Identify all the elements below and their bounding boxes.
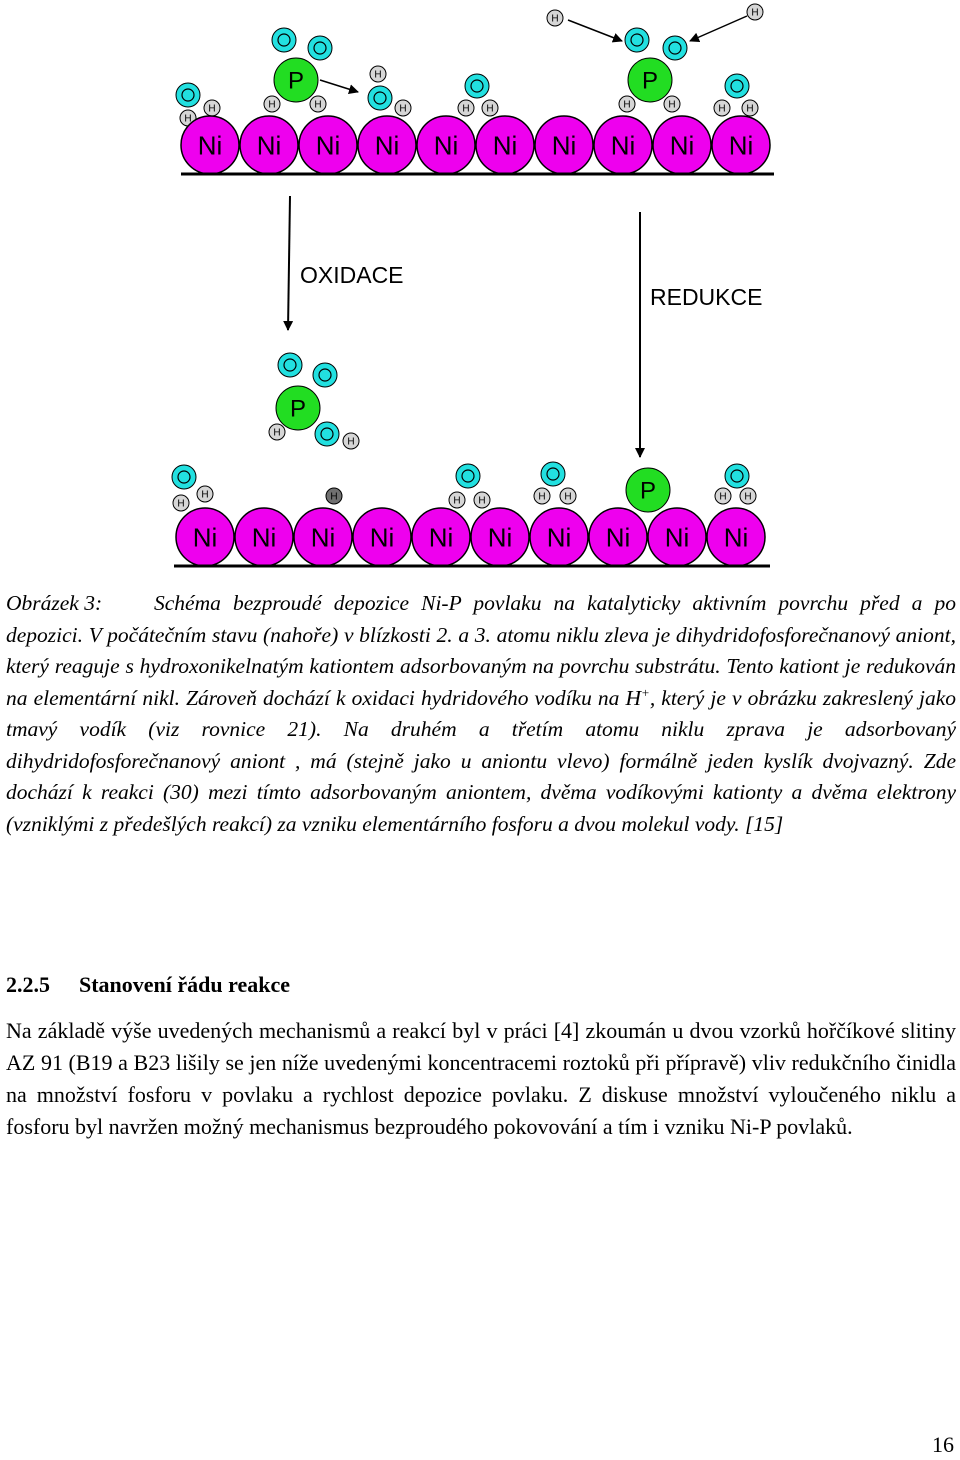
nickel-atom-label: Ni <box>664 522 690 553</box>
hydrogen-atom-label: H <box>623 99 631 111</box>
nickel-atom <box>594 116 652 174</box>
nickel-atom-label: Ni <box>256 130 282 161</box>
hydrogen-atom-label: H <box>268 99 276 111</box>
nickel-atom <box>299 116 357 174</box>
nickel-atom-label: Ni <box>433 130 459 161</box>
oxidation-arrow <box>288 196 290 330</box>
hydrogen-atom-label: H <box>668 99 676 111</box>
caption-text-part2: , který je v obrázku zakreslený jako tmavý vodík (viz rovnice 21). Na druhém a třetím atomu niklu zprava je adsorbovaný dihydridofosforečnanový aniont , má (stejně jako u aniontu vlevo) formálně jeden kyslík dvojvazný. Zde dochází k reakci (30) mezi tímto adsorbovaným aniontem, dvěma vodíkovými kationty a dvěma elektrony (vzniklými z předešlých reakcí) za vzniku elementárního fosforu a dvou molekul vody. [15] <box>6 685 956 836</box>
dark-hydrogen-atom-label: H <box>330 491 338 503</box>
nickel-atom-label: Ni <box>374 130 400 161</box>
hydrogen-atom <box>458 100 474 116</box>
hydrogen-atom-label: H <box>453 495 461 507</box>
hydrogen-atom <box>619 96 635 112</box>
hydrogen-atom <box>740 488 756 504</box>
oxygen-atom <box>368 86 392 110</box>
phosphorus-atom <box>626 468 670 512</box>
nickel-atom <box>294 508 352 566</box>
hydrogen-atom-label: H <box>177 498 185 510</box>
body-paragraph: Na základě výše uvedených mechanismů a reakcí byl v práci [4] zkoumán u dvou vzorků hořčíkové slitiny AZ 91 (B19 a B23 lišily se jen níže uvedenými koncentracemi roztoků při přípravě) vliv redukčního činidla na množství fosforu v povlaku a rychlost depozice povlaku. Z diskuse množství vyloučeného niklu a fosforu byl navržen možný mechanismus bezproudého pokovování a tím i vzniku Ni-P povlaků. <box>6 1018 956 1139</box>
nickel-atom <box>530 508 588 566</box>
hydrogen-atom <box>197 486 213 502</box>
hydrogen-atom-label: H <box>347 436 355 448</box>
reduction-label: REDUKCE <box>650 284 763 310</box>
nickel-atom <box>653 116 711 174</box>
nickel-atom <box>648 508 706 566</box>
oxygen-atom <box>172 465 196 489</box>
phosphorus-atom-label: P <box>289 395 307 423</box>
hydrogen-atom <box>747 4 763 20</box>
oxygen-atom <box>541 462 565 486</box>
nickel-atom-label: Ni <box>728 130 754 161</box>
section-number: 2.2.5 <box>6 972 50 997</box>
nickel-atom-label: Ni <box>605 522 631 553</box>
oxygen-atom <box>315 422 339 446</box>
hydrogen-atom <box>204 100 220 116</box>
nickel-atom-label: Ni <box>551 130 577 161</box>
oxidation-label: OXIDACE <box>300 262 404 288</box>
section-heading <box>6 972 290 998</box>
phosphorus-atom <box>628 58 672 102</box>
phosphorus-atom-label: P <box>639 477 657 505</box>
hydrogen-atom <box>715 488 731 504</box>
nickel-atom <box>240 116 298 174</box>
hydrogen-atom-label: H <box>201 489 209 501</box>
hydrogen-atom <box>395 100 411 116</box>
hydrogen-atom <box>474 492 490 508</box>
hydrogen-atom <box>560 488 576 504</box>
phosphorus-arrow <box>320 80 358 92</box>
nickel-atom <box>412 508 470 566</box>
phosphorus-atom-label: P <box>641 67 659 95</box>
hydrogen-atom-label: H <box>751 7 759 19</box>
nickel-atom-label: Ni <box>192 522 218 553</box>
hydrogen-atom <box>534 488 550 504</box>
nickel-atom <box>176 508 234 566</box>
oxygen-atom <box>465 74 489 98</box>
oxygen-atom <box>456 464 480 488</box>
page-number: 16 <box>932 1432 954 1457</box>
hydrogen-arrow-right <box>690 16 747 41</box>
hydrogen-atom-label: H <box>273 427 281 439</box>
hydrogen-atom-label: H <box>718 103 726 115</box>
nickel-atom-label: Ni <box>251 522 277 553</box>
nickel-atom <box>707 508 765 566</box>
oxygen-atom <box>278 353 302 377</box>
nickel-atom-label: Ni <box>487 522 513 553</box>
hydrogen-atom <box>664 96 680 112</box>
hydrogen-atom-label: H <box>719 491 727 503</box>
nickel-atom <box>589 508 647 566</box>
oxygen-atom <box>313 363 337 387</box>
caption-text-part1: Schéma bezproudé depozice Ni-P povlaku na katalyticky aktivním povrchu před a po depozici. V počátečním stavu (nahoře) v blízkosti 2. a 3. atomu niklu zleva je dihydridofosforečnanový aniont, který reaguje s hydroxonikelnatým kationtem adsorbovaným na povrchu substrátu. Tento kationt je redukován na elementární nikl. Zároveň dochází k oxidaci hydridového vodíku na H <box>6 591 956 710</box>
hydrogen-atom-label: H <box>486 103 494 115</box>
hydrogen-atom <box>547 10 563 26</box>
hydrogen-atom-label: H <box>184 113 192 125</box>
nickel-atom-label: Ni <box>492 130 518 161</box>
hydrogen-atom <box>264 96 280 112</box>
nickel-atom <box>712 116 770 174</box>
hydrogen-atom <box>449 492 465 508</box>
oxygen-atom <box>625 28 649 52</box>
oxygen-atom <box>308 36 332 60</box>
hydrogen-atom-label: H <box>538 491 546 503</box>
caption-superscript: + <box>641 684 650 700</box>
nickel-atom <box>476 116 534 174</box>
hydrogen-atom-label: H <box>564 491 572 503</box>
phosphorus-atom <box>274 58 318 102</box>
nickel-atom-label: Ni <box>197 130 223 161</box>
hydrogen-atom-label: H <box>399 103 407 115</box>
nickel-atom-label: Ni <box>315 130 341 161</box>
hydrogen-atom-label: H <box>374 69 382 81</box>
nickel-atom-label: Ni <box>310 522 336 553</box>
hydrogen-atom-label: H <box>478 495 486 507</box>
hydrogen-atom <box>269 424 285 440</box>
hydrogen-atom-label: H <box>744 491 752 503</box>
hydrogen-atom-label: H <box>551 13 559 25</box>
hydrogen-atom-label: H <box>746 103 754 115</box>
section-title: Stanovení řádu reakce <box>79 972 291 997</box>
phosphorus-atom <box>276 386 320 430</box>
nickel-atom <box>235 508 293 566</box>
hydrogen-atom <box>173 495 189 511</box>
nickel-atom-label: Ni <box>723 522 749 553</box>
hydrogen-atom <box>370 66 386 82</box>
hydrogen-atom <box>742 100 758 116</box>
nickel-atom <box>417 116 475 174</box>
nickel-atom-label: Ni <box>610 130 636 161</box>
caption-label: Obrázek 3: <box>6 591 103 615</box>
nickel-atom-label: Ni <box>369 522 395 553</box>
nickel-atom <box>535 116 593 174</box>
oxygen-atom <box>663 36 687 60</box>
hydrogen-atom-label: H <box>314 99 322 111</box>
nickel-atom <box>181 113 239 174</box>
hydrogen-atom <box>343 433 359 449</box>
hydrogen-atom <box>714 100 730 116</box>
hydrogen-atom-label: H <box>208 103 216 115</box>
nickel-atom <box>353 508 411 566</box>
nickel-atom-label: Ni <box>546 522 572 553</box>
nickel-atom-label: Ni <box>428 522 454 553</box>
figure-caption <box>6 588 956 840</box>
oxygen-atom <box>725 464 749 488</box>
hydrogen-atom-label: H <box>462 103 470 115</box>
nickel-atom <box>358 116 416 174</box>
dark-hydrogen-atom <box>326 488 342 504</box>
phosphorus-atom-label: P <box>287 67 305 95</box>
hydrogen-arrow-left <box>568 20 622 41</box>
oxygen-atom <box>176 83 200 107</box>
hydrogen-atom <box>310 96 326 112</box>
deposition-scheme-diagram <box>0 0 960 580</box>
oxygen-atom <box>725 74 749 98</box>
nickel-atom-label: Ni <box>669 130 695 161</box>
oxygen-atom <box>272 28 296 52</box>
nickel-atom <box>471 508 529 566</box>
hydrogen-atom <box>482 100 498 116</box>
